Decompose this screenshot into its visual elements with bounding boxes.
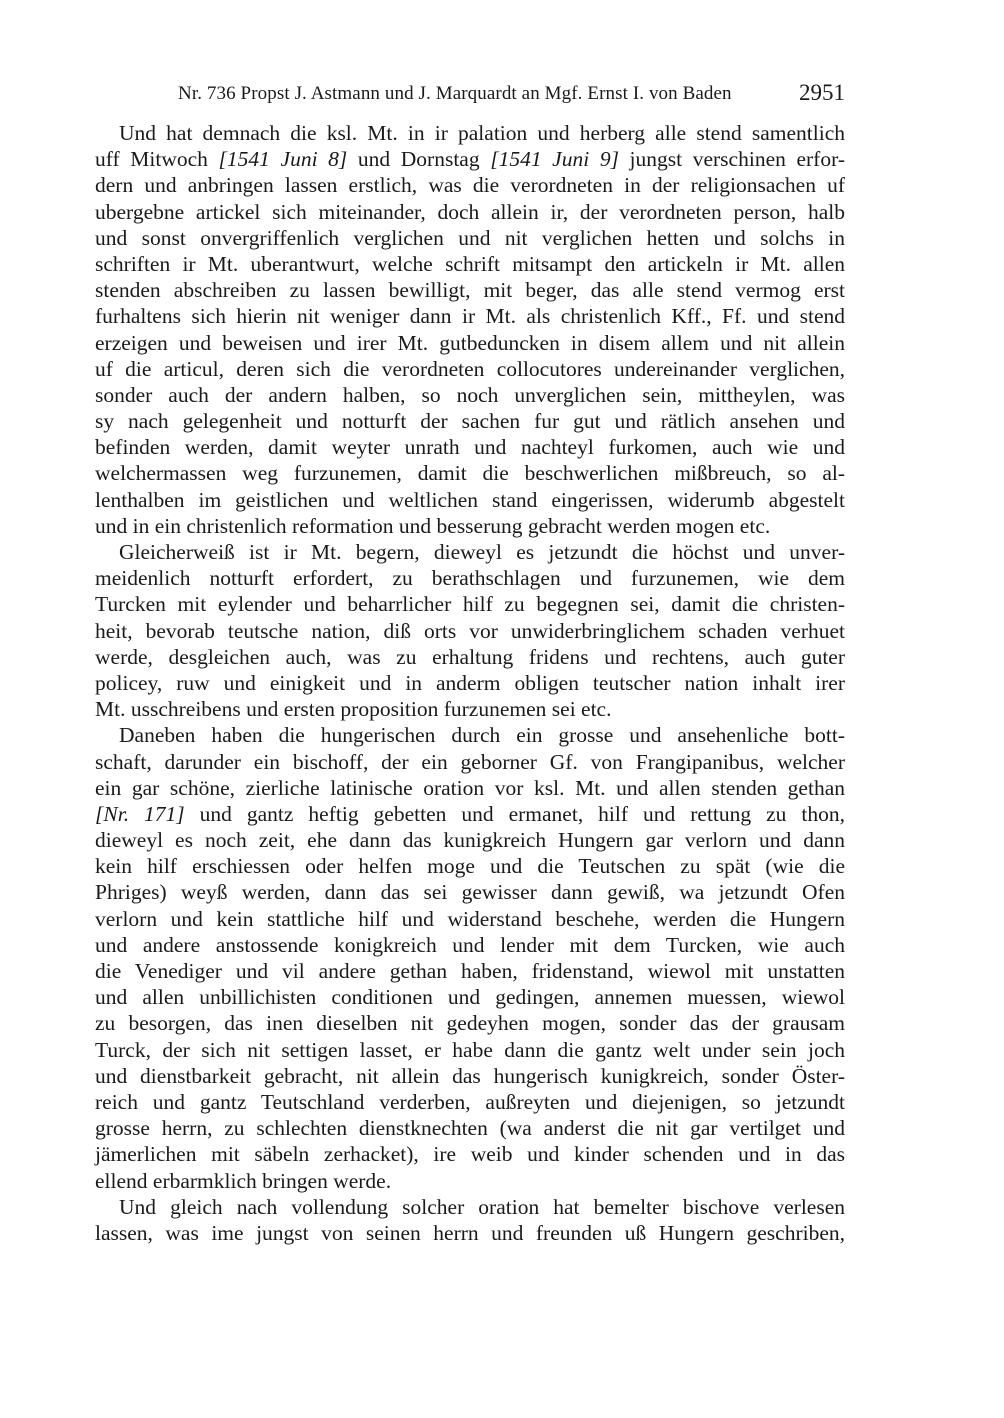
text-line <box>95 1010 845 1036</box>
text-run: schriften ir Mt. uberantwurt, welche schrift mitsampt den artickeln ir Mt. allen <box>95 251 845 276</box>
text-run: lassen, was ime jungst von seinen herrn und freunden uß Hungern geschriben, <box>95 1220 845 1245</box>
text-run: welchermassen weg furzunemen, damit die beschwerlichen mißbreuch, so al- <box>95 461 845 486</box>
text-run: erzeigen und beweisen und irer Mt. gutbeduncken in disem allem und nit allein <box>95 330 845 355</box>
text-run: kein hilf erschiessen oder helfen moge und die Teutschen zu spät (wie die <box>95 854 845 879</box>
text-line <box>95 1037 845 1063</box>
text-run: policey, ruw und einigkeit und in anderm obligen teutscher nation inhalt irer <box>95 670 845 695</box>
text-run: und gantz heftig gebetten und ermanet, hilf und rettung zu thon, <box>184 801 845 826</box>
text-line <box>95 277 845 303</box>
text-line <box>95 408 845 434</box>
text-run: befinden werden, damit weyter unrath und nachteyl furkomen, auch wie und <box>95 435 845 460</box>
text-run: Und hat demnach die ksl. Mt. in ir palation und herberg alle stend samentlich <box>119 121 845 145</box>
text-line <box>95 801 845 827</box>
page-number: 2951 <box>799 80 845 105</box>
text-line <box>95 644 845 670</box>
text-line <box>95 827 845 853</box>
text-run: jämerlichen mit säbeln zerhacket), ire weib und kinder schenden und in das <box>95 1142 845 1167</box>
text-line <box>95 1194 845 1220</box>
text-line <box>95 853 845 879</box>
text-line <box>95 172 845 198</box>
text-line <box>95 1220 845 1246</box>
text-run: grosse herrn, zu schlechten dienstknechten (wa anderst die nit gar vertilget und <box>95 1116 845 1141</box>
running-header <box>95 80 845 110</box>
text-run: ubergebne artickel sich miteinander, doch allein ir, der verordneten person, halb <box>95 199 845 224</box>
text-line <box>95 356 845 382</box>
editorial-reference: [1541 Juni 8] <box>218 147 348 172</box>
text-run: ein gar schöne, zierliche latinische oration vor ksl. Mt. und allen stenden gethan <box>95 775 845 800</box>
text-run: heit, bevorab teutsche nation, diß orts vor unwiderbringlichem schaden verhuet <box>95 618 845 643</box>
text-line <box>95 434 845 460</box>
text-run: zu besorgen, das inen dieselben nit gedeyhen mogen, sonder das der grausam <box>95 1011 845 1036</box>
text-run: Turck, der sich nit settigen lasset, er habe dann die gantz welt under sein joch <box>95 1037 845 1062</box>
text-run: dieweyl es noch zeit, ehe dann das kunigkreich Hungern gar verlorn und dann <box>95 828 845 853</box>
text-line <box>95 120 845 146</box>
text-line <box>95 932 845 958</box>
text-run: Turcken mit eylender und beharrlicher hilf zu begegnen sei, damit die christen- <box>95 592 845 617</box>
text-line <box>95 225 845 251</box>
text-run: lenthalben im geistlichen und weltlichen stand eingerissen, widerumb abgestelt <box>95 487 845 512</box>
text-line <box>95 1141 845 1167</box>
text-line <box>95 460 845 486</box>
body-text <box>95 120 845 1246</box>
text-run: reich und gantz Teutschland verderben, außreyten und diejenigen, so jetzundt <box>95 1089 845 1114</box>
text-run: stenden abschreiben zu lassen bewilligt, mit beger, das alle stend vermog erst <box>95 278 845 303</box>
running-title: Nr. 736 Propst J. Astmann und J. Marquardt an Mgf. Ernst I. von Baden <box>178 83 732 104</box>
text-run: uff Mitwoch <box>95 147 219 172</box>
text-run: ellend erbarmklich bringen werde. <box>95 1168 392 1193</box>
text-run: und allen unbillichisten conditionen und gedingen, annemen muessen, wiewol <box>95 985 845 1010</box>
text-line <box>95 670 845 696</box>
text-line <box>95 382 845 408</box>
text-line <box>95 303 845 329</box>
text-run: Phriges) weyß werden, dann das sei gewisser dann gewiß, wa jetzundt Ofen <box>95 880 845 905</box>
text-line <box>95 749 845 775</box>
text-line <box>95 539 845 565</box>
text-line <box>95 696 845 722</box>
text-run: Daneben haben die hungerischen durch ein grosse und ansehenliche bott- <box>119 723 845 748</box>
text-run: sonder auch der andern halben, so noch unverglichen sein, mittheylen, was <box>95 382 845 407</box>
text-run: verlorn und kein stattliche hilf und widerstand beschehe, werden die Hungern <box>95 906 845 931</box>
text-line <box>95 775 845 801</box>
text-run: und in ein christenlich reformation und besserung gebracht werden mogen etc. <box>95 513 771 538</box>
text-run: dern und anbringen lassen erstlich, was die verordneten in der religionsachen uf <box>95 173 845 198</box>
text-run: sy nach gelegenheit und notturft der sachen fur gut und rätlich ansehen und <box>95 409 845 434</box>
editorial-reference: [1541 Juni 9] <box>490 147 619 172</box>
text-run: werde, desgleichen auch, was zu erhaltung fridens und rechtens, auch guter <box>95 644 845 669</box>
text-run: und andere anstossende konigkreich und lender mit dem Turcken, wie auch <box>95 932 845 957</box>
text-line <box>95 591 845 617</box>
text-line <box>95 565 845 591</box>
text-line <box>95 199 845 225</box>
editorial-reference: [Nr. 171] <box>95 801 185 826</box>
text-line <box>95 958 845 984</box>
text-line <box>95 1089 845 1115</box>
text-line <box>95 1168 845 1194</box>
text-run: Mt. usschreibens und ersten proposition furzunemen sei etc. <box>95 697 612 722</box>
text-line <box>95 513 845 539</box>
text-run: uf die articul, deren sich die verordneten collocutores undereinander verglichen, <box>95 356 845 381</box>
text-run: und sonst onvergriffenlich verglichen und nit verglichen hetten und solchs in <box>95 225 845 250</box>
text-line <box>95 146 845 172</box>
text-line <box>95 722 845 748</box>
text-run: Und gleich nach vollendung solcher oration hat bemelter bischove verlesen <box>119 1194 845 1219</box>
text-line <box>95 1063 845 1089</box>
text-line <box>95 906 845 932</box>
text-line <box>95 879 845 905</box>
text-line <box>95 330 845 356</box>
text-run: schaft, darunder ein bischoff, der ein geborner Gf. von Frangipanibus, welcher <box>95 749 845 774</box>
text-run: Gleicherweiß ist ir Mt. begern, dieweyl es jetzundt die höchst und unver- <box>119 540 845 564</box>
text-run: furhaltens sich hierin nit weniger dann ir Mt. als christenlich Kff., Ff. und stend <box>95 304 845 329</box>
text-line <box>95 251 845 277</box>
text-line <box>95 487 845 513</box>
text-run: und Dornstag <box>347 147 491 172</box>
text-run: meidenlich notturft erfordert, zu berathschlagen und furzunemen, wie dem <box>95 566 845 591</box>
text-line <box>95 618 845 644</box>
text-line <box>95 1115 845 1141</box>
text-line <box>95 984 845 1010</box>
text-run: jungst verschinen erfor- <box>618 147 845 172</box>
text-run: die Venediger und vil andere gethan haben, fridenstand, wiewol mit unstatten <box>95 959 845 983</box>
text-run: und dienstbarkeit gebracht, nit allein das hungerisch kunigkreich, sonder Öster- <box>95 1063 845 1088</box>
